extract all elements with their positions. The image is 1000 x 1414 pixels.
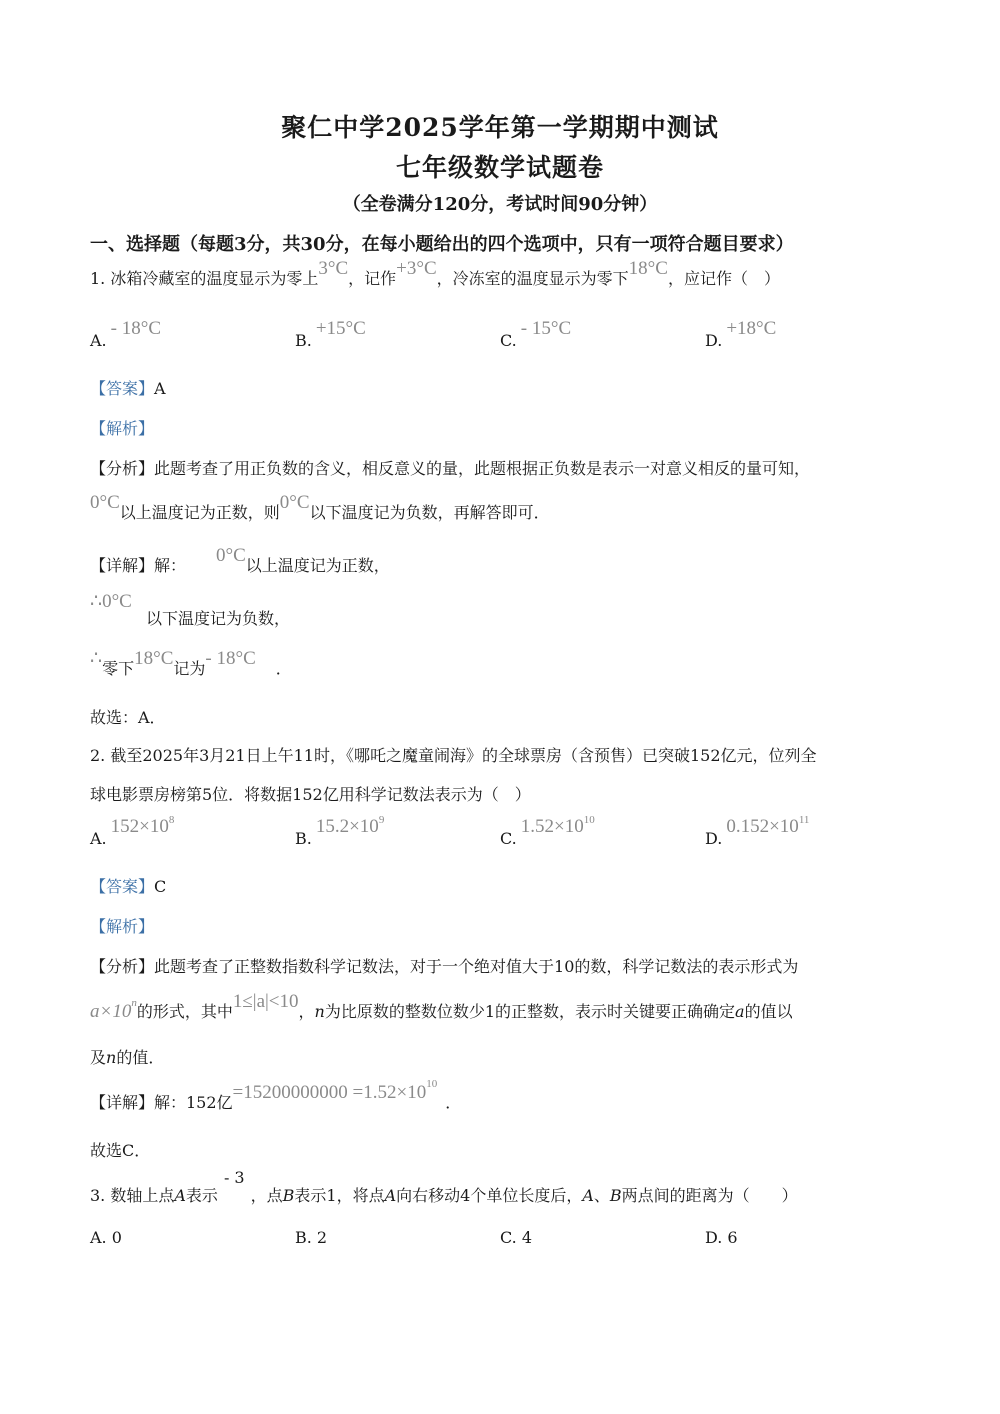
q2-option-d[interactable]: $D.0.152\times 10^{11}$ — [705, 814, 810, 848]
q2-analysis-line2: $a\times 10^n$的形式，其中1≤|a|<10，n为比原数的整数位数少1的正整数，表示时关键要正确确定a的值以 — [90, 991, 793, 1022]
q1-option-d[interactable]: D.+18°C — [705, 318, 777, 350]
q1-analysis-tag: 【解析】 — [90, 419, 155, 438]
q1-detail-line3: ∴零下18°C记为- 18°C ． — [90, 648, 292, 678]
q3-option-d[interactable]: D. 6 — [705, 1228, 738, 1247]
exam-title: 聚仁中学2025学年第一学期期中测试 — [281, 113, 719, 142]
q1-option-c[interactable]: C.- 15°C — [500, 318, 572, 350]
q3-option-c[interactable]: C. 4 — [500, 1228, 533, 1247]
q3-option-a[interactable]: A. 0 — [90, 1228, 122, 1247]
q1-option-a[interactable]: A.- 18°C — [90, 318, 161, 350]
q2-conclusion: 故选C． — [90, 1141, 151, 1160]
q2-stem-line1: 2. 截至2025年3月21日上午11时，《哪吒之魔童闹海》的全球票房（含预售）已突破152亿元，位列全 — [90, 746, 817, 765]
q1-answer: 【答案】A — [90, 379, 166, 398]
q1-stem: 1. 冰箱冷藏室的温度显示为零上3°C，记作+3°C，冷冻室的温度显示为零下18°C，应记作（ ） — [90, 258, 780, 288]
q1-detail-line1: 【详解】解： 0°C以上温度记为正数， — [90, 545, 390, 575]
q2-answer: 【答案】C — [90, 877, 167, 896]
q2-analysis-line3: 及n的值． — [90, 1048, 165, 1067]
q1-analysis: 【分析】此题考查了用正负数的含义，相反意义的量，此题根据正负数是表示一对意义相反的量可知， — [90, 459, 811, 478]
q2-option-c[interactable]: $C.1.52\times 10^{10}$ — [500, 814, 595, 848]
q3-option-b[interactable]: B. 2 — [295, 1228, 328, 1247]
q2-option-a[interactable]: $A.152\times 10^8$ — [90, 814, 175, 848]
q3-stem: 3. 数轴上点A表示- 3，点B表示1，将点A向右移动4个单位长度后，A、B两点间的距离为（ ） — [90, 1168, 798, 1205]
q2-stem-line2: 球电影票房榜第5位．将数据152亿用科学记数法表示为（ ） — [90, 785, 531, 804]
q1-conclusion: 故选：A． — [90, 708, 166, 727]
q2-analysis-tag: 【解析】 — [90, 917, 155, 936]
q1-option-b[interactable]: B.+15°C — [295, 318, 366, 350]
q1-detail-line2-text: 以下温度记为负数， — [146, 609, 291, 628]
q2-detail: 【详解】解：152亿$=15200000000 =1.52\times 10^{10}$． — [90, 1078, 462, 1112]
section-heading: 一、选择题（每题3分，共30分，在每小题给出的四个选项中，只有一项符合题目要求） — [90, 234, 794, 255]
q1-analysis-line2: 0°C以上温度记为正数，则0°C以下温度记为负数，再解答即可． — [90, 492, 550, 522]
q2-option-b[interactable]: $B.15.2\times 10^9$ — [295, 814, 385, 848]
q1-detail-line2: ∴0°C — [90, 591, 132, 612]
q2-analysis: 【分析】此题考查了正整数指数科学记数法，对于一个绝对值大于10的数，科学记数法的表示形式为 — [90, 957, 799, 976]
exam-subtitle: 七年级数学试题卷 — [395, 153, 604, 182]
exam-info: （全卷满分120分，考试时间90分钟） — [342, 194, 658, 215]
